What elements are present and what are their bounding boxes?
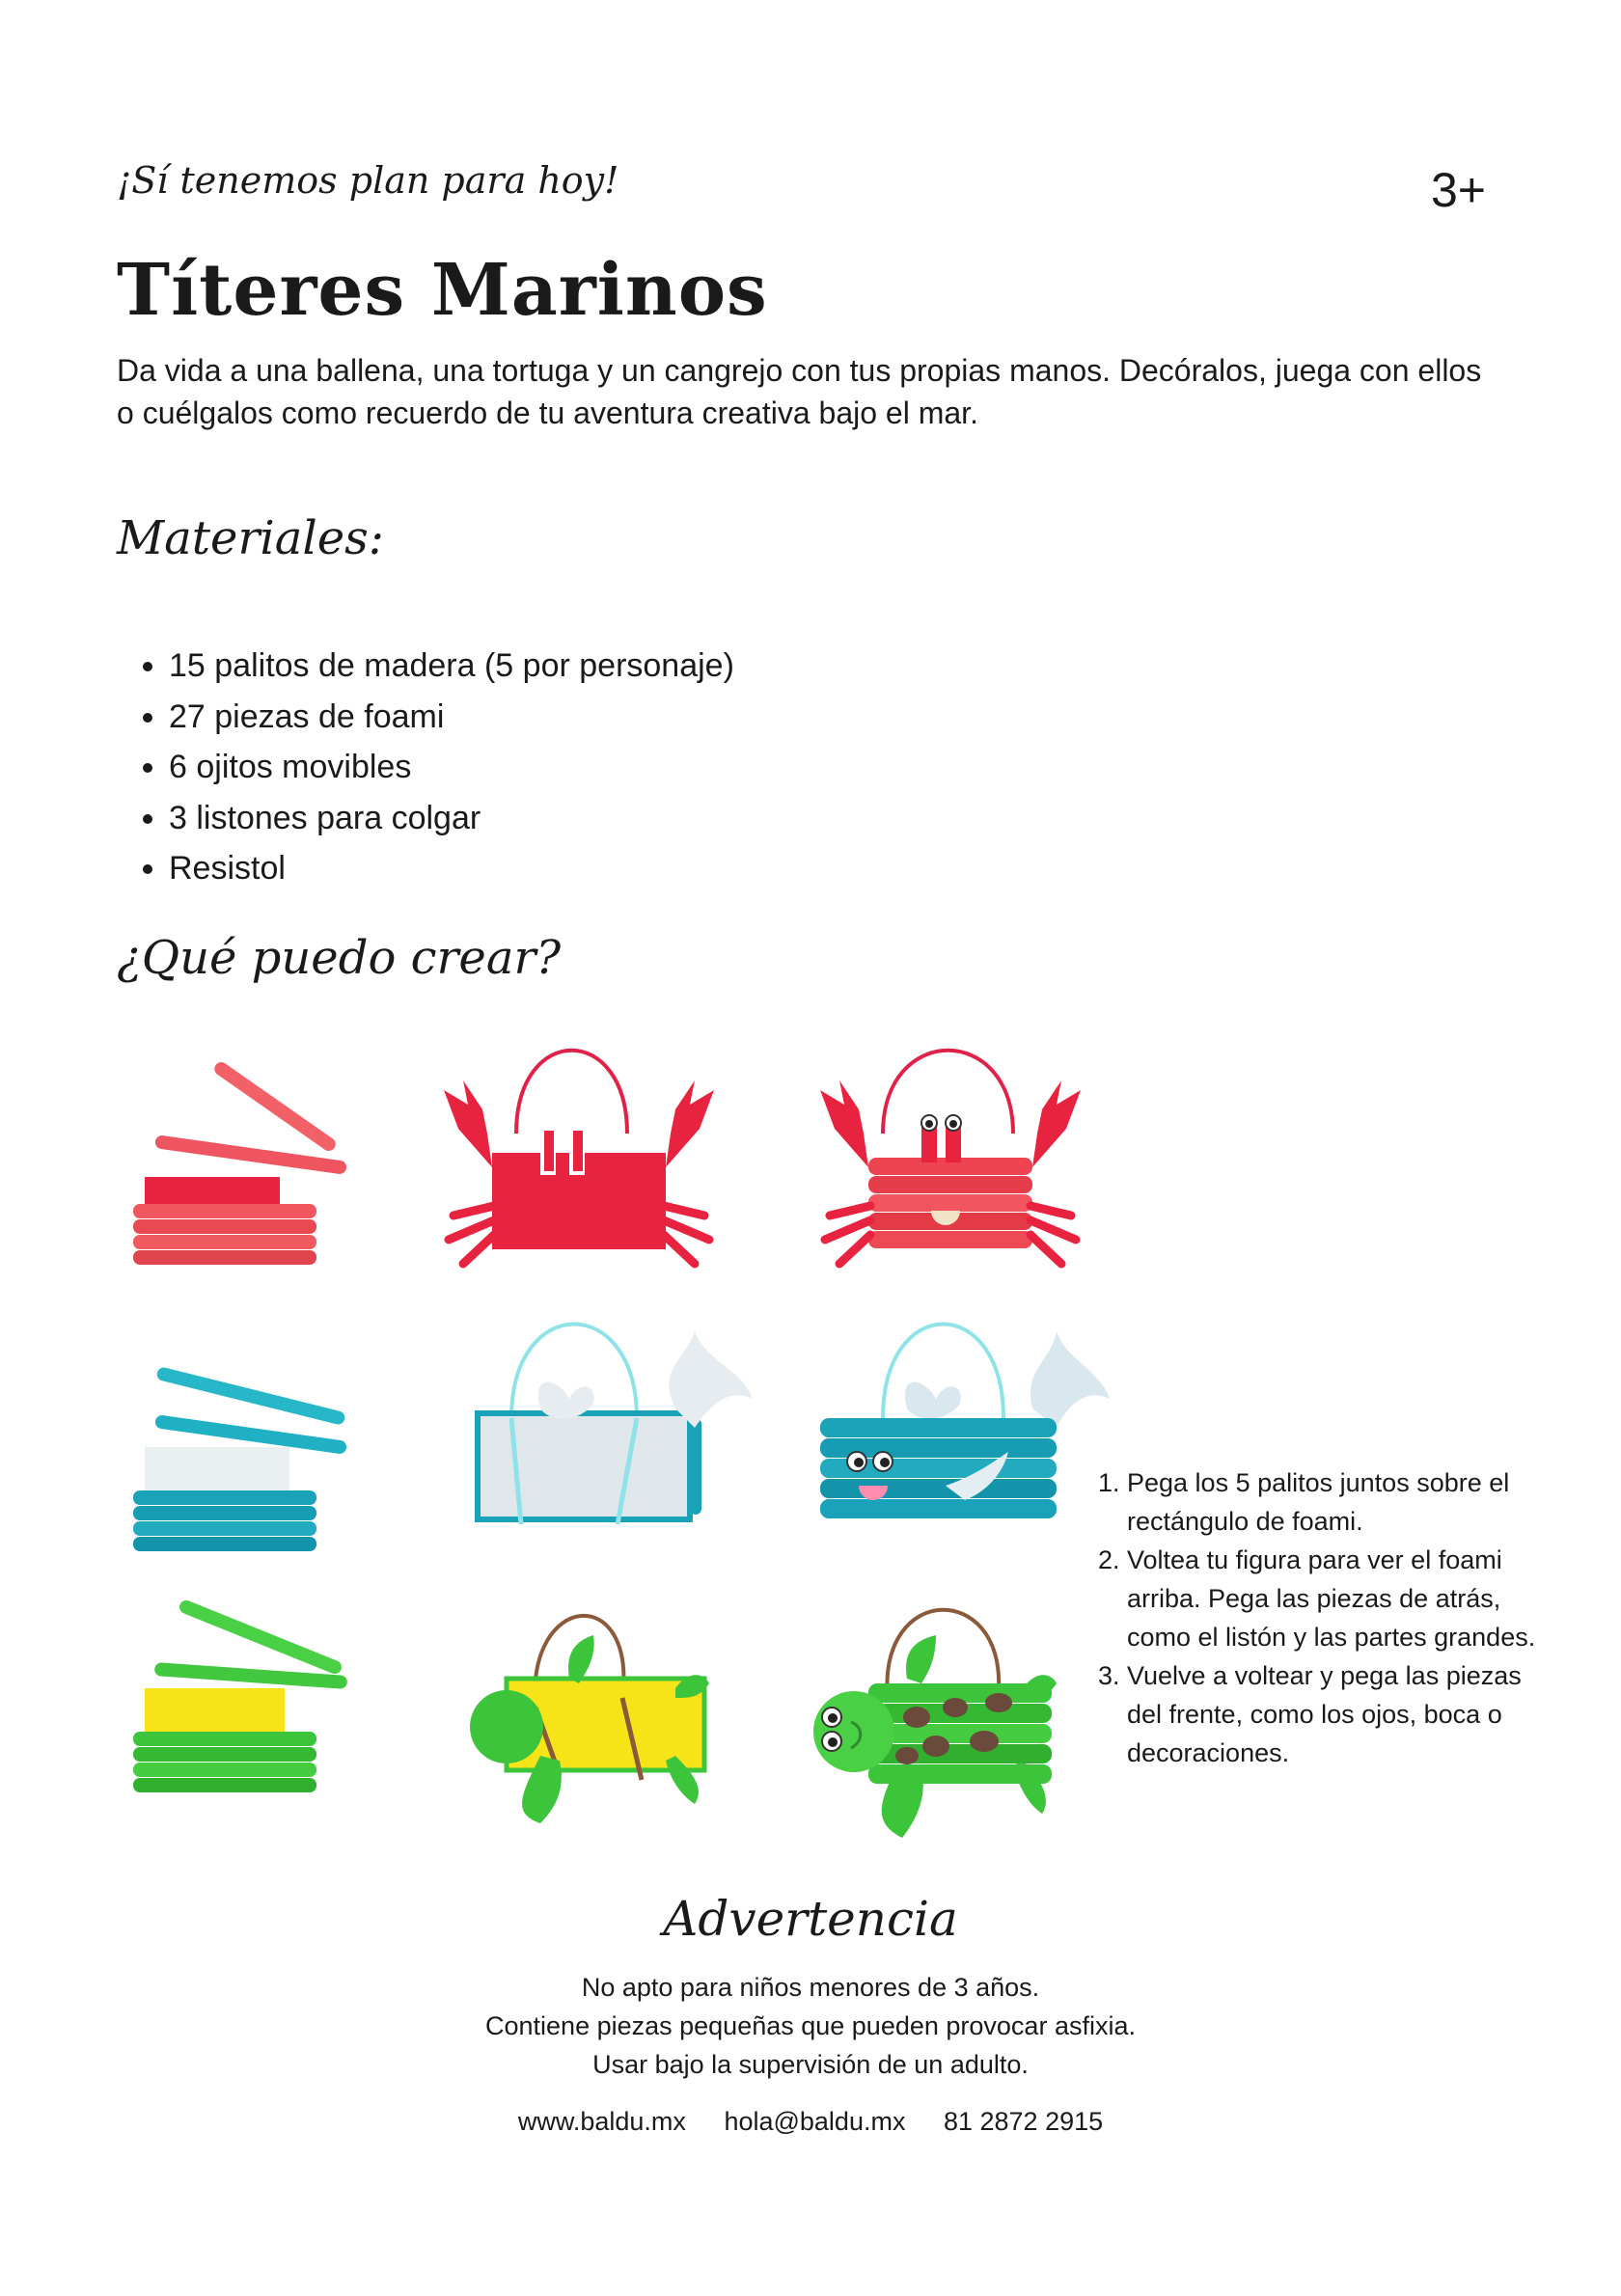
email-link[interactable]: hola@baldu.mx — [724, 2107, 906, 2136]
whale-step-3-illustration — [810, 1293, 1119, 1553]
material-item: • 15 palitos de madera (5 por personaje) — [169, 641, 734, 692]
step-item: 1. Pega los 5 palitos juntos sobre el rectángulo de foami. — [1127, 1463, 1552, 1541]
material-item: • 3 listones para colgar — [169, 793, 734, 844]
tagline: ¡Sí tenemos plan para hoy! — [117, 159, 619, 202]
whale-step-2-illustration — [453, 1293, 762, 1553]
material-item: • 27 piezas de foami — [169, 692, 734, 743]
warning-text — [0, 1968, 1621, 2084]
turtle-step-3-illustration — [791, 1563, 1100, 1852]
warning-heading: Advertencia — [663, 1891, 958, 1947]
create-heading: ¿Qué puedo crear? — [117, 931, 562, 985]
crab-step-2-illustration — [425, 1023, 733, 1283]
warning-line: Usar bajo la supervisión de un adulto. — [592, 2050, 1029, 2079]
step-item: 2. Voltea tu figura para ver el foami arriba. Pega las piezas de atrás, como el listón y las partes grandes. — [1127, 1541, 1552, 1656]
age-badge: 3+ — [1430, 163, 1486, 217]
warning-line: No apto para niños menores de 3 años. — [581, 1973, 1040, 2002]
crab-step-3-illustration — [791, 1023, 1100, 1283]
phone-number[interactable]: 81 2872 2915 — [943, 2107, 1104, 2136]
step-item: 3. Vuelve a voltear y pega las piezas del frente, como los ojos, boca o decoraciones. — [1127, 1656, 1552, 1772]
material-item: • 6 ojitos movibles — [169, 742, 734, 793]
warning-line: Contiene piezas pequeñas que pueden provocar asfixia. — [485, 2011, 1136, 2040]
whale-step-1-illustration — [125, 1351, 357, 1563]
materials-list — [117, 641, 734, 894]
contact-info — [0, 2107, 1621, 2137]
website-link[interactable]: www.baldu.mx — [517, 2107, 686, 2136]
turtle-step-1-illustration — [125, 1592, 357, 1804]
crab-step-1-illustration — [125, 1061, 357, 1273]
material-item: • Resistol — [169, 843, 734, 894]
materials-heading: Materiales: — [117, 511, 384, 565]
intro-text: Da vida a una ballena, una tortuga y un cangrejo con tus propias manos. Decóralos, juega con ellos o cuélgalos como recuerdo de tu aventura creativa bajo el mar. — [117, 353, 1482, 430]
turtle-step-2-illustration — [453, 1563, 762, 1833]
steps-list — [1092, 1463, 1552, 1772]
page-title: Títeres Marinos — [117, 249, 768, 332]
